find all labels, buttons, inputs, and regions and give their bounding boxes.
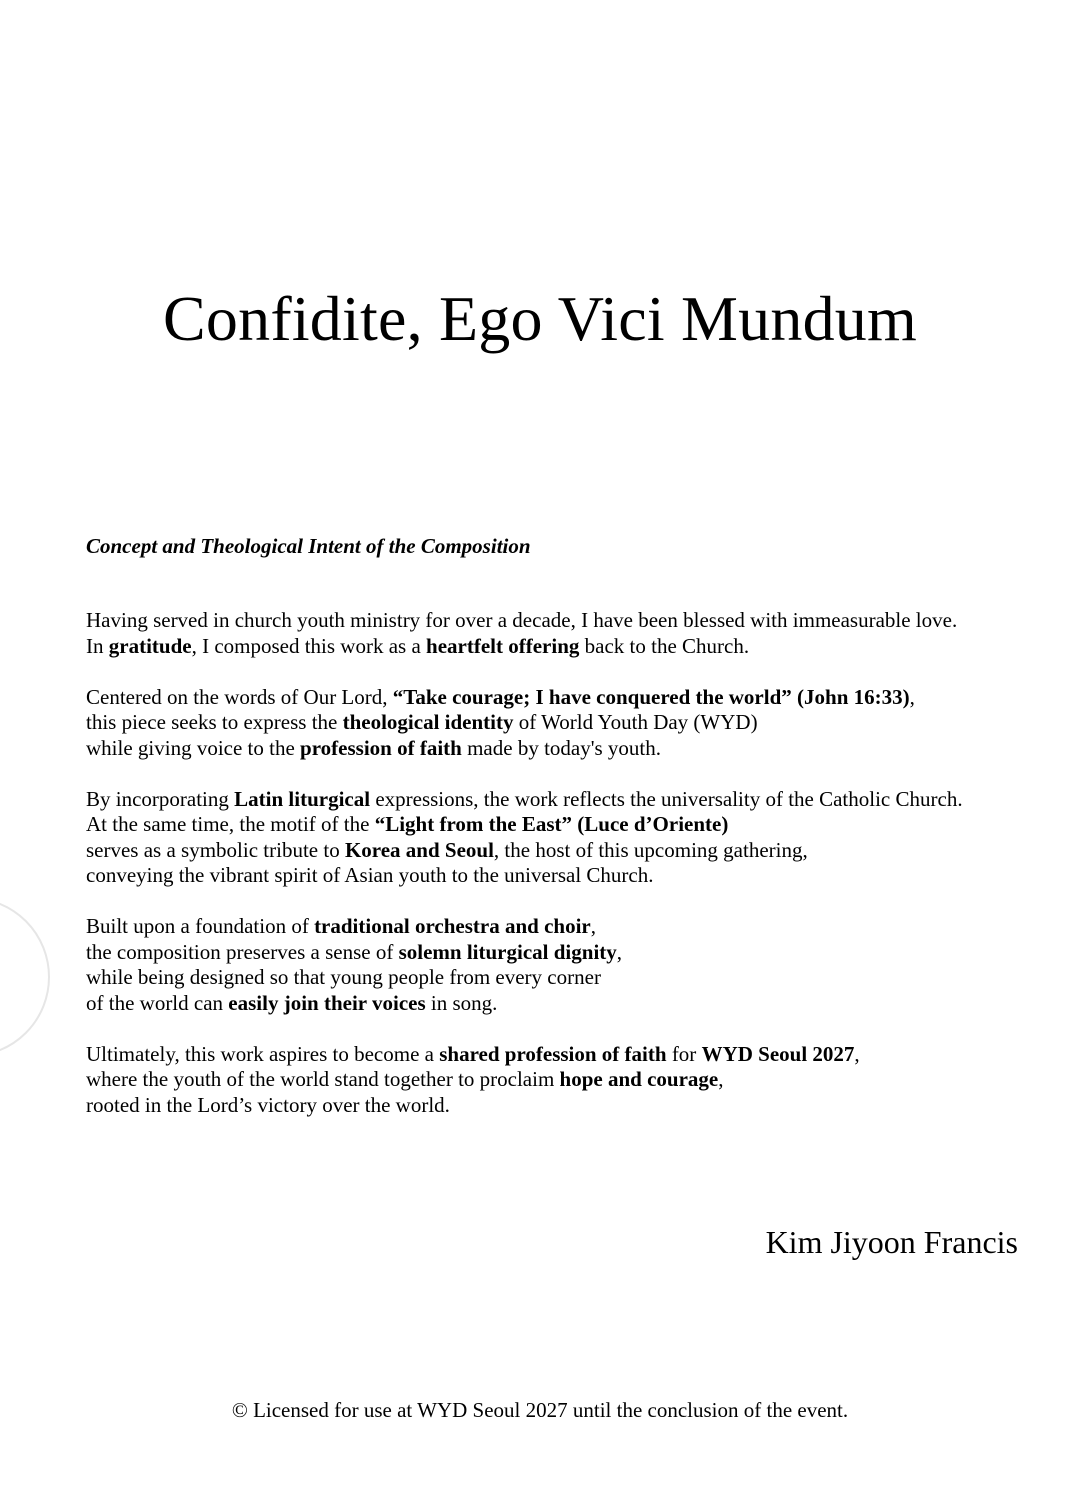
bold-text: profession of faith xyxy=(300,735,462,760)
license-notice: © Licensed for use at WYD Seoul 2027 until the conclusion of the event. xyxy=(231,1398,849,1422)
text-run: conveying the vibrant spirit of Asian youth to the universal Church. xyxy=(86,863,654,887)
text-line xyxy=(86,787,1046,813)
text-line xyxy=(86,914,1046,940)
text-line xyxy=(86,863,1046,889)
text-run: while being designed so that young people from every corner xyxy=(86,965,601,989)
text-run: rooted in the Lord’s victory over the world. xyxy=(86,1092,450,1117)
text-line xyxy=(86,991,1046,1017)
text-line xyxy=(86,940,1046,966)
bold-text: Korea and Seoul xyxy=(344,837,494,862)
text-run: the composition preserves a sense of xyxy=(86,939,399,964)
body-text xyxy=(86,608,1046,1144)
text-run: where the youth of the world stand together to proclaim xyxy=(86,1067,560,1091)
text-line xyxy=(86,685,1046,711)
text-run: this piece seeks to express the xyxy=(86,710,343,734)
text-run: , xyxy=(854,1041,860,1066)
text-run: , xyxy=(909,684,915,709)
text-run: Having served in church youth ministry for over a decade, I have been blessed with immeasurable love. xyxy=(86,608,958,632)
body-paragraph xyxy=(86,608,1046,659)
text-line xyxy=(86,1067,1046,1093)
text-run: expressions, the work reflects the universality of the Catholic Church. xyxy=(370,786,963,811)
bold-text: theological identity xyxy=(342,710,514,734)
bold-text: hope and courage xyxy=(559,1067,719,1091)
bold-text: traditional orchestra and choir xyxy=(314,914,591,938)
text-line xyxy=(86,1042,1046,1068)
bold-text: heartfelt offering xyxy=(426,633,580,658)
bold-text: solemn liturgical dignity xyxy=(398,939,617,964)
text-run: serves as a symbolic tribute to xyxy=(86,837,345,862)
bold-text: gratitude xyxy=(108,633,192,658)
text-line xyxy=(86,736,1046,762)
bold-text: shared profession of faith xyxy=(439,1041,667,1066)
composer-signature: Kim Jiyoon Francis xyxy=(765,1224,1018,1260)
text-run: , xyxy=(590,914,596,938)
text-line xyxy=(86,812,1046,838)
body-paragraph xyxy=(86,685,1046,762)
bold-text: “Take courage; I have conquered the world” (John 16:33) xyxy=(392,684,910,709)
text-line xyxy=(86,965,1046,991)
text-run: Built upon a foundation of xyxy=(86,914,315,938)
text-line xyxy=(86,1093,1046,1119)
text-run: for xyxy=(666,1041,702,1066)
text-run: , I composed this work as a xyxy=(191,633,427,658)
text-line xyxy=(86,710,1046,736)
body-paragraph xyxy=(86,914,1046,1016)
text-run: Ultimately, this work aspires to become a xyxy=(86,1041,440,1066)
bold-text: WYD Seoul 2027 xyxy=(701,1041,855,1066)
text-line xyxy=(86,838,1046,864)
text-run: At the same time, the motif of the xyxy=(86,812,375,836)
text-run: , xyxy=(616,939,623,964)
text-run: In xyxy=(86,633,109,658)
text-run: made by today's youth. xyxy=(461,735,662,760)
text-run: Centered on the words of Our Lord, xyxy=(86,684,393,709)
edge-circle-decoration xyxy=(0,897,50,1057)
text-run: of the world can xyxy=(86,990,229,1015)
text-line xyxy=(86,634,1046,660)
page-title: Confidite, Ego Vici Mundum xyxy=(163,283,917,354)
text-run: , the host of this upcoming gathering, xyxy=(493,837,808,862)
section-heading: Concept and Theological Intent of the Composition xyxy=(86,534,531,558)
text-run: By incorporating xyxy=(86,786,235,811)
text-run: of World Youth Day (WYD) xyxy=(513,710,758,734)
text-run: in song. xyxy=(425,990,498,1015)
text-run: , xyxy=(718,1067,724,1091)
body-paragraph xyxy=(86,787,1046,889)
bold-text: “Light from the East” (Luce d’Oriente) xyxy=(374,812,729,836)
bold-text: easily join their voices xyxy=(228,990,426,1015)
body-paragraph xyxy=(86,1042,1046,1119)
text-run: back to the Church. xyxy=(579,633,750,658)
text-line xyxy=(86,608,1046,634)
text-run: while giving voice to the xyxy=(86,735,301,760)
bold-text: Latin liturgical xyxy=(234,786,371,811)
